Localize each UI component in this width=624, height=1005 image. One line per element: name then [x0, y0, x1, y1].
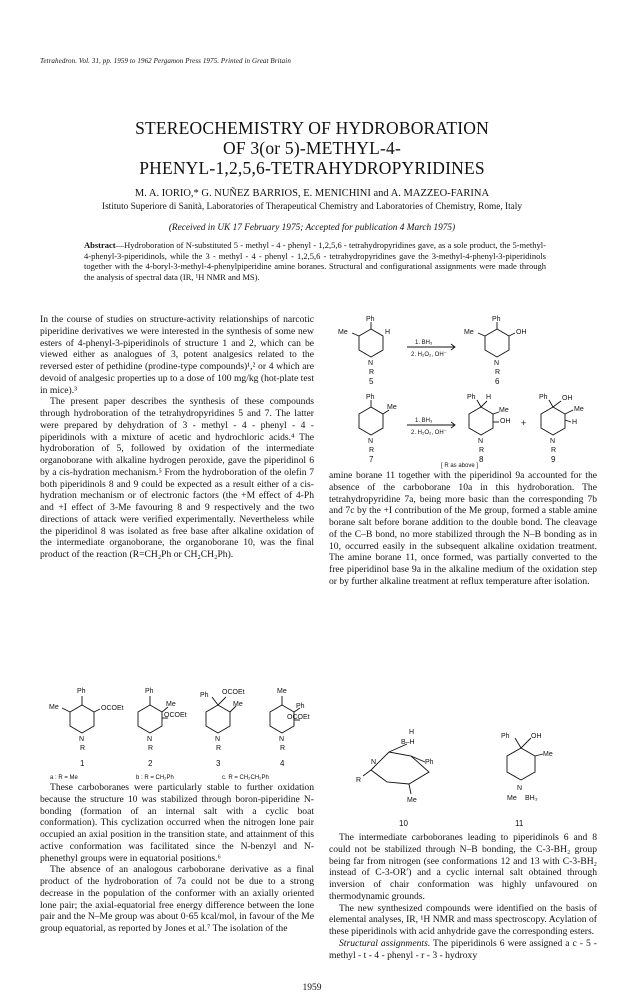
ester4-me: Me: [277, 688, 287, 695]
s2-n-7: N: [368, 438, 374, 445]
ester3-ph: Ph: [200, 692, 209, 699]
s2-r-9: R: [551, 447, 557, 454]
s2-ph-7: Ph: [366, 394, 375, 401]
s2-me-9: Me: [574, 406, 584, 413]
s11-oh: OH: [531, 733, 542, 740]
s1-n-left: N: [368, 360, 374, 367]
article-title: [60, 118, 564, 178]
ring-7: [359, 407, 383, 435]
ester3-me: Me: [233, 701, 243, 708]
s1-r-left: R: [369, 369, 375, 376]
s1-me-right: Me: [464, 329, 474, 336]
s10-me: Me: [407, 797, 417, 804]
ester1-n: N: [79, 736, 85, 743]
ester3-r: R: [216, 745, 222, 752]
s1-ph-left: Ph: [366, 316, 375, 323]
received-dates: (Received in UK 17 February 1975; Accepted for publication 4 March 1975): [168, 223, 456, 233]
s1-r-right: R: [495, 369, 501, 376]
ring-1: [70, 705, 94, 733]
s10-ph: Ph: [425, 759, 434, 766]
journal-header: Tetrahedron. Vol. 31, pp. 1959 to 1962 Pergamon Press 1975. Printed in Great Britain: [40, 57, 291, 65]
title-line-3: PHENYL-1,2,5,6-TETRAHYDROPYRIDINES: [139, 158, 485, 178]
s1-h-left: H: [385, 329, 391, 336]
ester-structures-figure: [40, 682, 314, 782]
ester1-ph: Ph: [77, 688, 86, 695]
ring-5: [359, 329, 383, 357]
ester1-me: Me: [49, 704, 59, 711]
structure-3: [200, 689, 245, 768]
ester2-me: Me: [166, 701, 176, 708]
ester1-ocoet: OCOEt: [101, 705, 124, 712]
ester2-r: R: [148, 745, 154, 752]
ester2-ph: Ph: [145, 688, 154, 695]
right-paragraph-4-text: The piperidinols 6 were assigned a c - 5 - methyl - t - 4 - phenyl - r - 3 - hydroxy: [329, 937, 597, 961]
s11-bh3: BH₃: [525, 795, 538, 802]
left-column-bottom: [40, 782, 314, 935]
structure-2: [138, 688, 187, 768]
left-column-top: [40, 314, 314, 561]
ester4-ocoet: OCOEt: [287, 714, 310, 721]
structure-10: [356, 729, 434, 828]
structure-4: [270, 688, 310, 768]
left-paragraph-1: In the course of studies on structure-activity relationships of narcotic piperidine derivatives we were interested in the synthesis of some new esters of 4-phenyl-3-piperidinols of structure 1 and 2, which can be viewed either as analogues of 3, potent analgesics related to the reversed ester of pethidine (prodine-type compounds)¹,² or 4 which are devoid of analgesic properties up to a dose of 100 mg/kg (hot-plate test in mice).³: [40, 314, 314, 396]
scheme-1: [329, 314, 597, 386]
right-paragraph-4: [329, 938, 597, 962]
ester2-number: 2: [148, 759, 153, 768]
right-paragraph-2: The intermediate carboboranes leading to piperidinols 6 and 8 could not be stabilized through N–B bonding, the C-3-BH₂ group being far from nitrogen (see conformations 12 and 13 with C-3-BH₂ instead of C-3-OR′) and a cyclic internal salt obtained through inversion of chair conformation was highly unfavoured on thermodynamic grounds.: [329, 832, 597, 902]
legend-a: a : R = Me: [50, 775, 78, 781]
s10-n: N: [371, 759, 377, 766]
ester2-ocoet: OCOEt: [164, 712, 187, 719]
left-paragraph-4: The absence of an analogous carboborane derivative as a final product of the hydroboration of 7a could not be due to a strong decrease in the population of the conformer with an axially oriented lone pair; the axial-equatorial free energy difference between the lone pair and the N–Me group was about 0·65 kcal/mol, in favour of the Me group equatorial, as reported by Jones et al.⁷ The isolation of the: [40, 864, 314, 934]
s2-h-8: H: [486, 394, 492, 401]
s1-step2: 2. H₂O₂, OH⁻: [411, 352, 447, 358]
ester4-n: N: [279, 736, 285, 743]
structure-11: [501, 733, 553, 828]
s2-oh-8: OH: [500, 418, 511, 425]
s1-step1: 1. BH₃: [415, 340, 433, 346]
ring-9: [541, 407, 565, 435]
compound-5: 5: [369, 377, 374, 386]
s10-h: H: [409, 729, 415, 736]
s11-n: N: [517, 785, 523, 792]
s2-r-7: R: [369, 447, 375, 454]
boat-ring-10: [371, 752, 429, 784]
s10-bh: B–H: [401, 739, 415, 746]
abstract-text: —Hydroboration of N-substituted 5 - methyl - 4 - phenyl - 1,2,5,6 - tetrahydropyridines gave, as a sole product, the 5-methyl-4-phenyl-3-piperidinols, while the 3 - methyl - 4 - phenyl - 1,2,5,6 - tetrahydropyridines gave the 3-methyl-4-phenyl-3-piperidinols together with the 4-boryl-3-methyl-4-phenylpiperidine amine boranes. Structural and configurational assignments were made through the analysis of spectral data (IR, ¹H NMR and MS).: [84, 240, 546, 282]
s2-step2: 2. H₂O₂, OH⁻: [411, 430, 447, 436]
s1-ph-right: Ph: [492, 316, 501, 323]
abstract: [84, 240, 546, 282]
structure-1: [49, 688, 124, 768]
ester4-r: R: [280, 745, 286, 752]
ring-8: [469, 407, 493, 435]
abstract-label: Abstract: [84, 240, 116, 250]
ring-11: [507, 748, 535, 780]
ring-2: [138, 705, 162, 733]
ester3-n: N: [215, 736, 221, 743]
ring-6: [485, 329, 509, 357]
s11-me: Me: [543, 751, 553, 758]
compound-6: 6: [495, 377, 500, 386]
left-paragraph-2: The present paper describes the synthesis of these compounds through hydroboration of the tetrahydropyridines 5 and 7. The latter were prepared by dehydration of 3 - methyl - 4 - phenyl - 4 - piperidinols with a mixture of acetic and hydrochloric acids.⁴ The hydroboration of 5, followed by oxidation of the intermediate organoborane with alkaline hydrogen peroxide, gave the piperidinol 6 by a cis-hydration mechanism.⁵ From the hydroboration of the olefin 7 both piperidinols 8 and 9 could be expected as a result either of a cis-hydration mechanism or of electronic factors (the +M effect of 4-Ph and +I effect of 3-Me favouring 8 and 9 respectively and the two directions of attack were verified experimentally. Nevertheless while the piperidinol 8 was isolated as free base after alkaline oxidation of the intermediate organoborane, the organoborane 10, was the final product of the reaction (R=CH₂Ph or CH₂CH₂Ph).: [40, 396, 314, 560]
title-line-2: OF 3(or 5)-METHYL-4-: [223, 138, 401, 158]
ester1-number: 1: [80, 759, 85, 768]
right-column-top: [329, 470, 597, 588]
right-paragraph-1: amine borane 11 together with the piperidinol 9a accounted for the absence of the carboborane 10a in this hydroboration. The tetrahydropyridine 7a, being more basic than the corresponding 7b and 7c by the +I contribution of the Me group, formed a stable amine borane salt before borane addition to the double bond. The cleavage of the C–B bond, no more stabilized through the N–B bonding as in 10, occurred easily in the subsequent alkaline oxidation treatment. The amine borane 11, once formed, was partially converted to the free piperidinol base 9a in the alkaline medium of the oxidation step or by further alkaline treatment at reflux temperature after isolation.: [329, 470, 597, 587]
s2-oh-9: OH: [562, 395, 573, 402]
ester3-number: 3: [216, 759, 221, 768]
authors: M. A. IORIO,* G. NUÑEZ BARRIOS, E. MENICHINI and A. MAZZEO-FARINA: [134, 188, 490, 199]
ring-3: [206, 705, 230, 733]
s2-n-8: N: [478, 438, 484, 445]
legend-b: b : R = CH₂Ph: [136, 775, 174, 781]
s2-h-9: H: [572, 419, 578, 426]
s2-note: [ R as above ]: [441, 463, 479, 469]
ester2-n: N: [147, 736, 153, 743]
compound-9: 9: [551, 455, 556, 464]
ester1-r: R: [80, 745, 86, 752]
legend-c: c. R = CH₂CH₂Ph: [222, 775, 269, 781]
scheme-2: [329, 392, 597, 470]
affiliation: Istituto Superiore di Sanità, Laboratories of Therapeutical Chemistry and Laboratories of Chemistry, Rome, Italy: [101, 202, 523, 212]
s10-r: R: [356, 777, 362, 784]
s2-step1: 1. BH₃: [415, 418, 433, 424]
s2-me-8: Me: [499, 407, 509, 414]
compound-7: 7: [369, 455, 374, 464]
s1-oh-right: OH: [516, 329, 527, 336]
borane-structures-figure: [329, 726, 597, 830]
ester4-ph: Ph: [296, 703, 305, 710]
compound-10: 10: [399, 819, 408, 828]
left-paragraph-3: These carboboranes were particularly stable to further oxidation because the structure 10 was stabilized through boron-piperidine N-bonding (formation of an internal salt with a cyclic boat conformation). This cyclization occurred when the nitrogen lone pair occupied an axial position in the transition state, and attainment of this active conformation was facilitated since the N-benzyl and N-phenethyl groups were in equatorial positions.⁶: [40, 782, 314, 864]
compound-11: 11: [515, 819, 524, 828]
ester3-ocoet: OCOEt: [222, 689, 245, 696]
s1-n-right: N: [494, 360, 500, 367]
structural-assignments-label: Structural assignments.: [339, 937, 431, 949]
title-line-1: STEREOCHEMISTRY OF HYDROBORATION: [135, 118, 489, 138]
compound-8: 8: [479, 455, 484, 464]
ester4-number: 4: [280, 759, 285, 768]
s1-me-left: Me: [338, 329, 348, 336]
s2-ph-8: Ph: [467, 394, 476, 401]
s2-r-8: R: [479, 447, 485, 454]
s2-ph-9: Ph: [539, 394, 548, 401]
right-column-bottom: [329, 832, 597, 961]
s11-ph: Ph: [501, 733, 510, 740]
s2-n-9: N: [550, 438, 556, 445]
s2-me-7: Me: [387, 404, 397, 411]
page-number: 1959: [302, 983, 322, 993]
right-paragraph-3: The new synthesized compounds were identified on the basis of elemental analyses, IR, ¹H NMR and mass spectroscopy. Acylation of these piperidinols with acid anhydride gave the corresponding esters.: [329, 902, 597, 937]
s2-plus: +: [521, 418, 527, 428]
s11-me-n: Me: [507, 795, 517, 802]
